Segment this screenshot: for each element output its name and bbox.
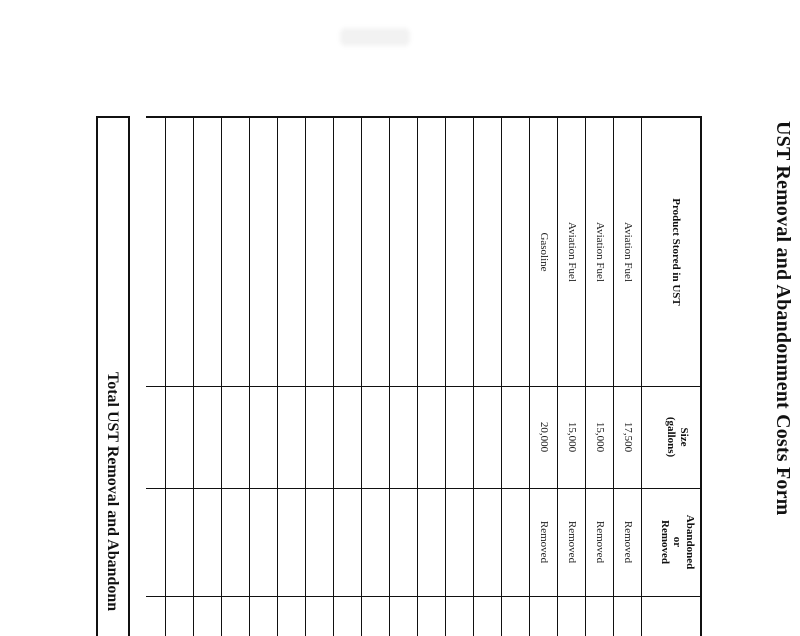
row-4-status: Removed [538, 520, 550, 564]
row-separator [557, 118, 558, 636]
row-separator [193, 118, 194, 636]
col-separator-product-size [146, 386, 700, 387]
header-abandoned-or-removed: Abandoned or Removed [658, 514, 696, 570]
row-separator [333, 118, 334, 636]
row-separator [165, 118, 166, 636]
total-label: Total UST Removal and Abandonn [104, 372, 121, 612]
row-2-size: 15,000 [594, 421, 606, 453]
row-separator [305, 118, 306, 636]
header-row-separator [641, 118, 642, 636]
col-separator-status-next [146, 596, 700, 597]
row-3-size: 15,000 [566, 421, 578, 453]
row-separator [529, 118, 530, 636]
row-separator [361, 118, 362, 636]
row-1-size: 17,500 [622, 421, 634, 453]
row-2-status: Removed [594, 520, 606, 564]
form-title: UST Removal and Abandonment Costs Form [772, 121, 794, 516]
ust-costs-table [146, 116, 702, 636]
row-1-status: Removed [622, 520, 634, 564]
total-row [96, 116, 130, 636]
row-1-product: Aviation Fuel [622, 222, 634, 282]
row-separator [417, 118, 418, 636]
header-size-gallons: Size (gallons) [665, 416, 690, 458]
row-3-product: Aviation Fuel [566, 222, 578, 282]
row-2-product: Aviation Fuel [594, 222, 606, 282]
header-product-stored: Product Stored in UST [670, 198, 682, 306]
row-separator [277, 118, 278, 636]
row-separator [389, 118, 390, 636]
row-separator [473, 118, 474, 636]
row-separator [445, 118, 446, 636]
col-separator-size-status [146, 488, 700, 489]
row-separator [249, 118, 250, 636]
row-separator [501, 118, 502, 636]
row-4-product: Gasoline [538, 232, 550, 272]
row-separator [585, 118, 586, 636]
row-separator [613, 118, 614, 636]
row-4-size: 20,000 [538, 421, 550, 453]
scan-smudge [340, 28, 410, 46]
row-separator [221, 118, 222, 636]
row-3-status: Removed [566, 520, 578, 564]
